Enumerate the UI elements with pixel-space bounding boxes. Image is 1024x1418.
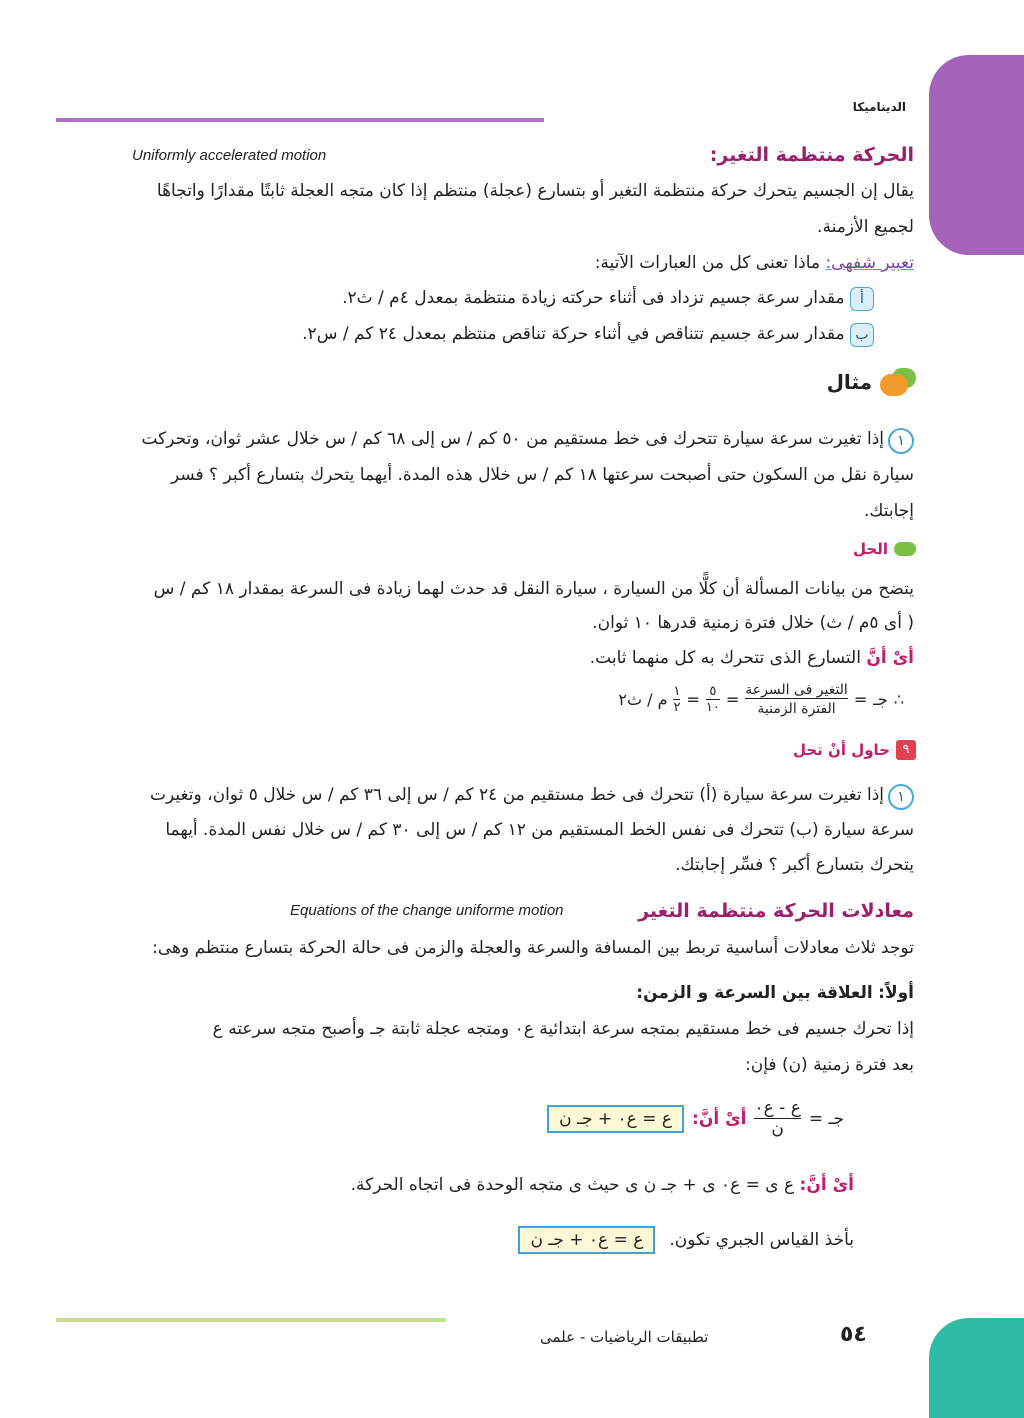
section-title-en: Uniformly accelerated motion — [132, 147, 327, 164]
section2-title-ar: معادلات الحركة منتظمة التغير — [638, 900, 914, 922]
ay-anna: أىْ أنَّ — [866, 648, 914, 668]
equation-1: جـ = ع - ع٠ ن أىْ أنَّ: ع = ع٠ + جـ ن — [547, 1098, 844, 1139]
section2-intro: توجد ثلاث معادلات أساسية تربط بين المسافة والسرعة والعجلة والزمن فى حالة الحركة بتسارع منتظم وهى: — [152, 938, 914, 958]
example-title: مثال — [826, 370, 872, 394]
try-number: ١ — [888, 784, 914, 810]
try-line-3: يتحرك بتسارع أكبر ؟ فسِّر إجابتك. — [675, 855, 914, 875]
example-line-3: إجابتك. — [863, 501, 914, 521]
acceleration-formula: ∴ جـ = التغير فى السرعة الفترة الزمنية = ٥ ١٠ = ١ ٢ م / ث٢ — [618, 682, 904, 717]
definition-line-2: لجميع الأزمنة. — [817, 217, 914, 237]
example-line-1: إذا تغيرت سرعة سيارة تتحرك فى خط مستقيم من ٥٠ كم / س إلى ٦٨ كم / س خلال عشر ثوان، وتحركت — [141, 429, 884, 449]
page-number: ٥٤ — [840, 1322, 867, 1347]
eq1-fraction: ع - ع٠ ن — [754, 1098, 801, 1139]
try-line-2: سرعة سيارة (ب) تتحرك فى نفس الخط المستقيم من ١٢ كم / س إلى ٣٠ كم / س خلال نفس المدة. أيهما — [165, 820, 914, 840]
oral-prompt — [595, 250, 914, 276]
item-a-text: مقدار سرعة جسيم تزداد فى أثناء حركته زيادة منتظمة بمعدل ٤م / ث٢. — [342, 288, 845, 308]
chapter-title: الديناميكا — [852, 100, 906, 114]
section2-line-2: بعد فترة زمنية (ن) فإن: — [745, 1055, 914, 1075]
first-relation-title: أولاً: العلاقة بين السرعة و الزمن: — [636, 983, 914, 1003]
equation-3: بأخذ القياس الجبري تكون. ع = ع٠ + جـ ن — [518, 1226, 854, 1254]
footer-rule — [56, 1318, 446, 1322]
solution-line-3: أىْ أنَّ التسارع الذى تتحرك به كل منهما ثابت. — [589, 648, 914, 668]
section-title-ar: الحركة منتظمة التغير: — [709, 144, 914, 166]
item-b — [302, 321, 874, 347]
header-rule — [56, 118, 544, 122]
item-b-badge: ب — [850, 323, 874, 347]
try-icon: ٩ — [896, 740, 916, 760]
section2-line-1: إذا تحرك جسيم فى خط مستقيم بمتجه سرعة ابتدائية ع٠ ومتجه عجلة ثابتة جـ وأصبح متجه سرعته ع — [212, 1019, 914, 1039]
oral-question: ماذا تعنى كل من العبارات الآتية: — [594, 253, 821, 273]
solution-header — [853, 540, 916, 558]
fraction-1-2: ١ ٢ — [673, 684, 681, 715]
fraction-5-10: ٥ ١٠ — [705, 684, 720, 715]
try-it-header — [793, 740, 916, 760]
item-a-badge: أ — [850, 287, 874, 311]
chapter-tab — [929, 55, 1024, 255]
example-line-2: سيارة نقل من السكون حتى أصبحت سرعتها ١٨ كم / س خلال هذه المدة. أيهما يتحرك بتسارع أكبر ؟ فسر — [170, 465, 914, 485]
solution-line-2: ( أى ٥م / ث) خلال فترة زمنية قدرها ١٠ ثوان. — [592, 613, 914, 633]
example-header — [827, 368, 916, 396]
equation-1-box: ع = ع٠ + جـ ن — [547, 1105, 684, 1133]
section2-title-en: Equations of the change uniforme motion — [290, 902, 564, 919]
fraction-main: التغير فى السرعة الفترة الزمنية — [745, 682, 848, 717]
equation-3-box: ع = ع٠ + جـ ن — [518, 1226, 655, 1254]
try-line-1: إذا تغيرت سرعة سيارة (أ) تتحرك فى خط مستقيم من ٢٤ كم / س إلى ٣٦ كم / س خلال ٥ ثوان، وتغيرت — [150, 785, 884, 805]
leaf-icon — [894, 542, 916, 556]
book-title: تطبيقات الرياضيات - علمى — [540, 1328, 709, 1346]
example-number: ١ — [888, 428, 914, 454]
page-tab — [929, 1318, 1024, 1418]
oral-label: تعبير شفهى: — [825, 253, 914, 273]
definition-line-1: يقال إن الجسيم يتحرك حركة منتظمة التغير أو بتسارع (عجلة) منتظم إذا كان متجه العجلة ثابتًا مقدارًا واتجاهًا — [156, 181, 914, 201]
solution-title: الحل — [853, 540, 888, 558]
item-b-text: مقدار سرعة جسيم تتناقص في أثناء حركة تناقص منتظم بمعدل ٢٤ كم / س٢. — [302, 324, 845, 344]
solution-line-1: يتضح من بيانات المسألة أن كلًّا من السيارة ، سيارة النقل قد حدث لهما زيادة فى السرعة بمقدار ١٨ كم / س — [153, 579, 914, 599]
speech-bubble-icon — [880, 368, 916, 396]
try-it-title: حاول أنْ تحل — [792, 741, 890, 759]
equation-2: أىْ أنَّ: ع ى = ع٠ ى + جـ ن ى حيث ى متجه الوحدة فى اتجاه الحركة. — [350, 1175, 854, 1195]
item-a — [342, 285, 874, 311]
